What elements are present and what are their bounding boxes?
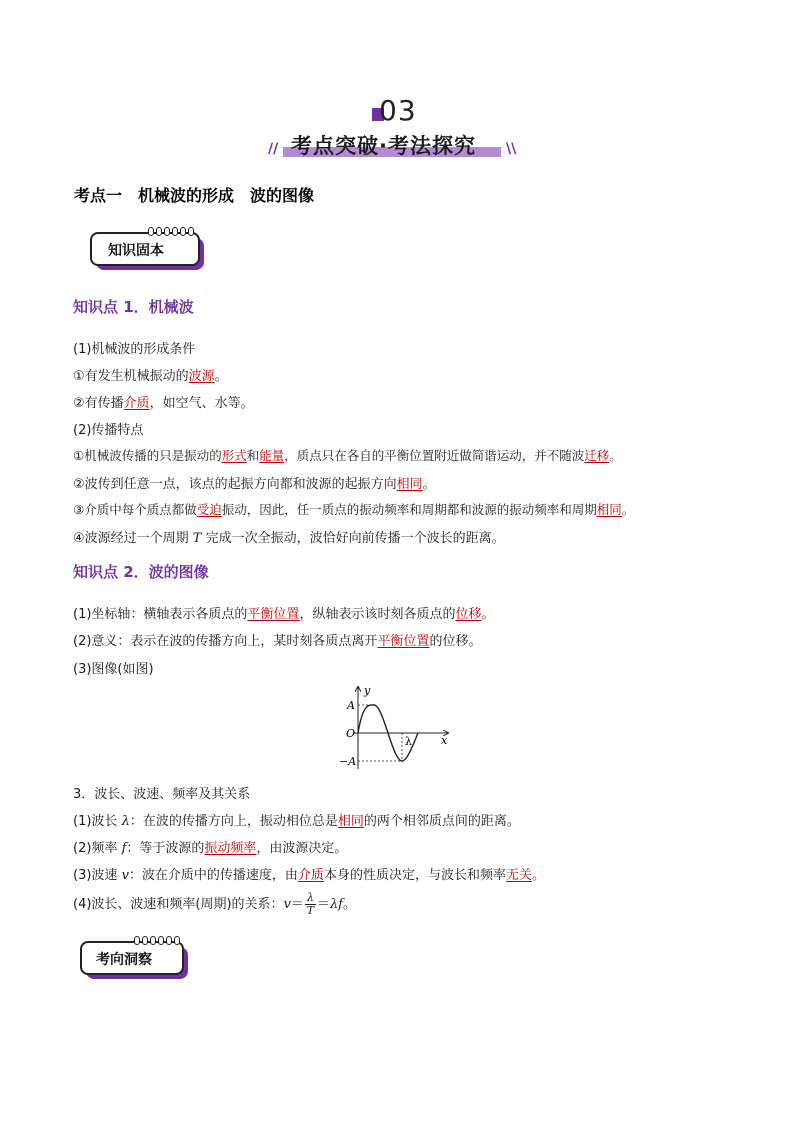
kp3-line-3: (3)波速 v：波在介质中的传播速度，由介质本身的性质决定，与波长和频率无关。 [73, 868, 545, 883]
answer-blank: 平衡位置 [247, 607, 300, 622]
answer-blank: 介质 [297, 868, 324, 883]
banner-slash-left: // [268, 141, 279, 157]
y-label: y [364, 684, 371, 697]
kp2-line-1: (1)坐标轴：横轴表示各质点的平衡位置，纵轴表示该时刻各质点的位移。 [73, 607, 495, 622]
answer-blank: 波源 [188, 369, 215, 384]
origin-label: O [346, 727, 356, 740]
amplitude-label: A [347, 699, 355, 712]
answer-blank: 无关 [505, 868, 532, 883]
answer-blank: 迁移 [584, 448, 610, 463]
answer-blank: 能量 [259, 448, 285, 463]
answer-blank: 形式 [221, 448, 247, 463]
answer-blank: 相同 [396, 477, 423, 492]
answer-blank: 介质 [123, 396, 150, 411]
answer-blank: 振动频率 [204, 841, 257, 856]
kp1-line-1: (1)机械波的形成条件 [73, 342, 196, 357]
wave-graph-figure [330, 683, 460, 775]
tag-insight-label: 考向洞察 [96, 952, 152, 968]
kp1-line-6: ②波传到任意一点，该点的起振方向都和波源的起振方向相同。 [73, 477, 436, 492]
section-number: 03 [379, 94, 417, 127]
wavelength-label: λ [405, 735, 412, 748]
kp1-line-3: ②有传播介质，如空气、水等。 [73, 396, 254, 411]
answer-blank: 相同 [596, 502, 622, 517]
fraction-lambda-over-T: $\frac{\lambda}{T}$ [306, 891, 315, 917]
binder-rings-icon [148, 227, 194, 236]
topic-title: 考点一 机械波的形成 波的图像 [74, 186, 315, 205]
neg-amplitude-label: −A [339, 755, 357, 768]
kp3-line-4: (4)波长、波速和频率(周期)的关系：v＝ $\frac{\lambda}{T}$ ＝λf。 [73, 891, 357, 917]
kp1-line-8: ④波源经过一个周期 T 完成一次全振动，波恰好向前传播一个波长的距离。 [73, 531, 505, 546]
banner-slash-right: \\ [506, 141, 517, 157]
tag-knowledge [90, 232, 208, 272]
answer-blank: 平衡位置 [377, 634, 430, 649]
tag-insight [80, 941, 192, 981]
tag-knowledge-label: 知识固本 [108, 243, 164, 259]
answer-blank: 受迫 [196, 502, 222, 517]
kp3-line-1: (1)波长 λ：在波的传播方向上，振动相位总是相同的两个相邻质点间的距离。 [73, 814, 520, 829]
kp1-line-5: ①机械波传播的只是振动的形式和能量，质点只在各自的平衡位置附近做简谐运动，并不随波迁移。 [73, 448, 622, 463]
binder-rings-icon [134, 936, 180, 945]
kp3-title: 3．波长、波速、频率及其关系 [73, 787, 251, 802]
kp2-title: 知识点 2．波的图像 [73, 563, 209, 581]
kp1-line-4: (2)传播特点 [73, 423, 144, 438]
kp1-title: 知识点 1．机械波 [73, 298, 194, 316]
kp3-line-2: (2)频率 f：等于波源的振动频率，由波源决定。 [73, 841, 348, 856]
kp1-line-2: ①有发生机械振动的波源。 [73, 369, 228, 384]
answer-blank: 相同 [337, 814, 364, 829]
x-label: x [441, 734, 448, 747]
answer-blank: 位移 [455, 607, 482, 622]
kp1-line-7: ③介质中每个质点都做受迫振动，因此，任一质点的振动频率和周期都和波源的振动频率和周期相同。 [73, 502, 635, 517]
banner-title: 考点突破·考法探究 [291, 134, 476, 158]
kp2-line-3: (3)图像(如图) [73, 662, 154, 677]
kp2-line-2: (2)意义：表示在波的传播方向上，某时刻各质点离开平衡位置的位移。 [73, 634, 482, 649]
